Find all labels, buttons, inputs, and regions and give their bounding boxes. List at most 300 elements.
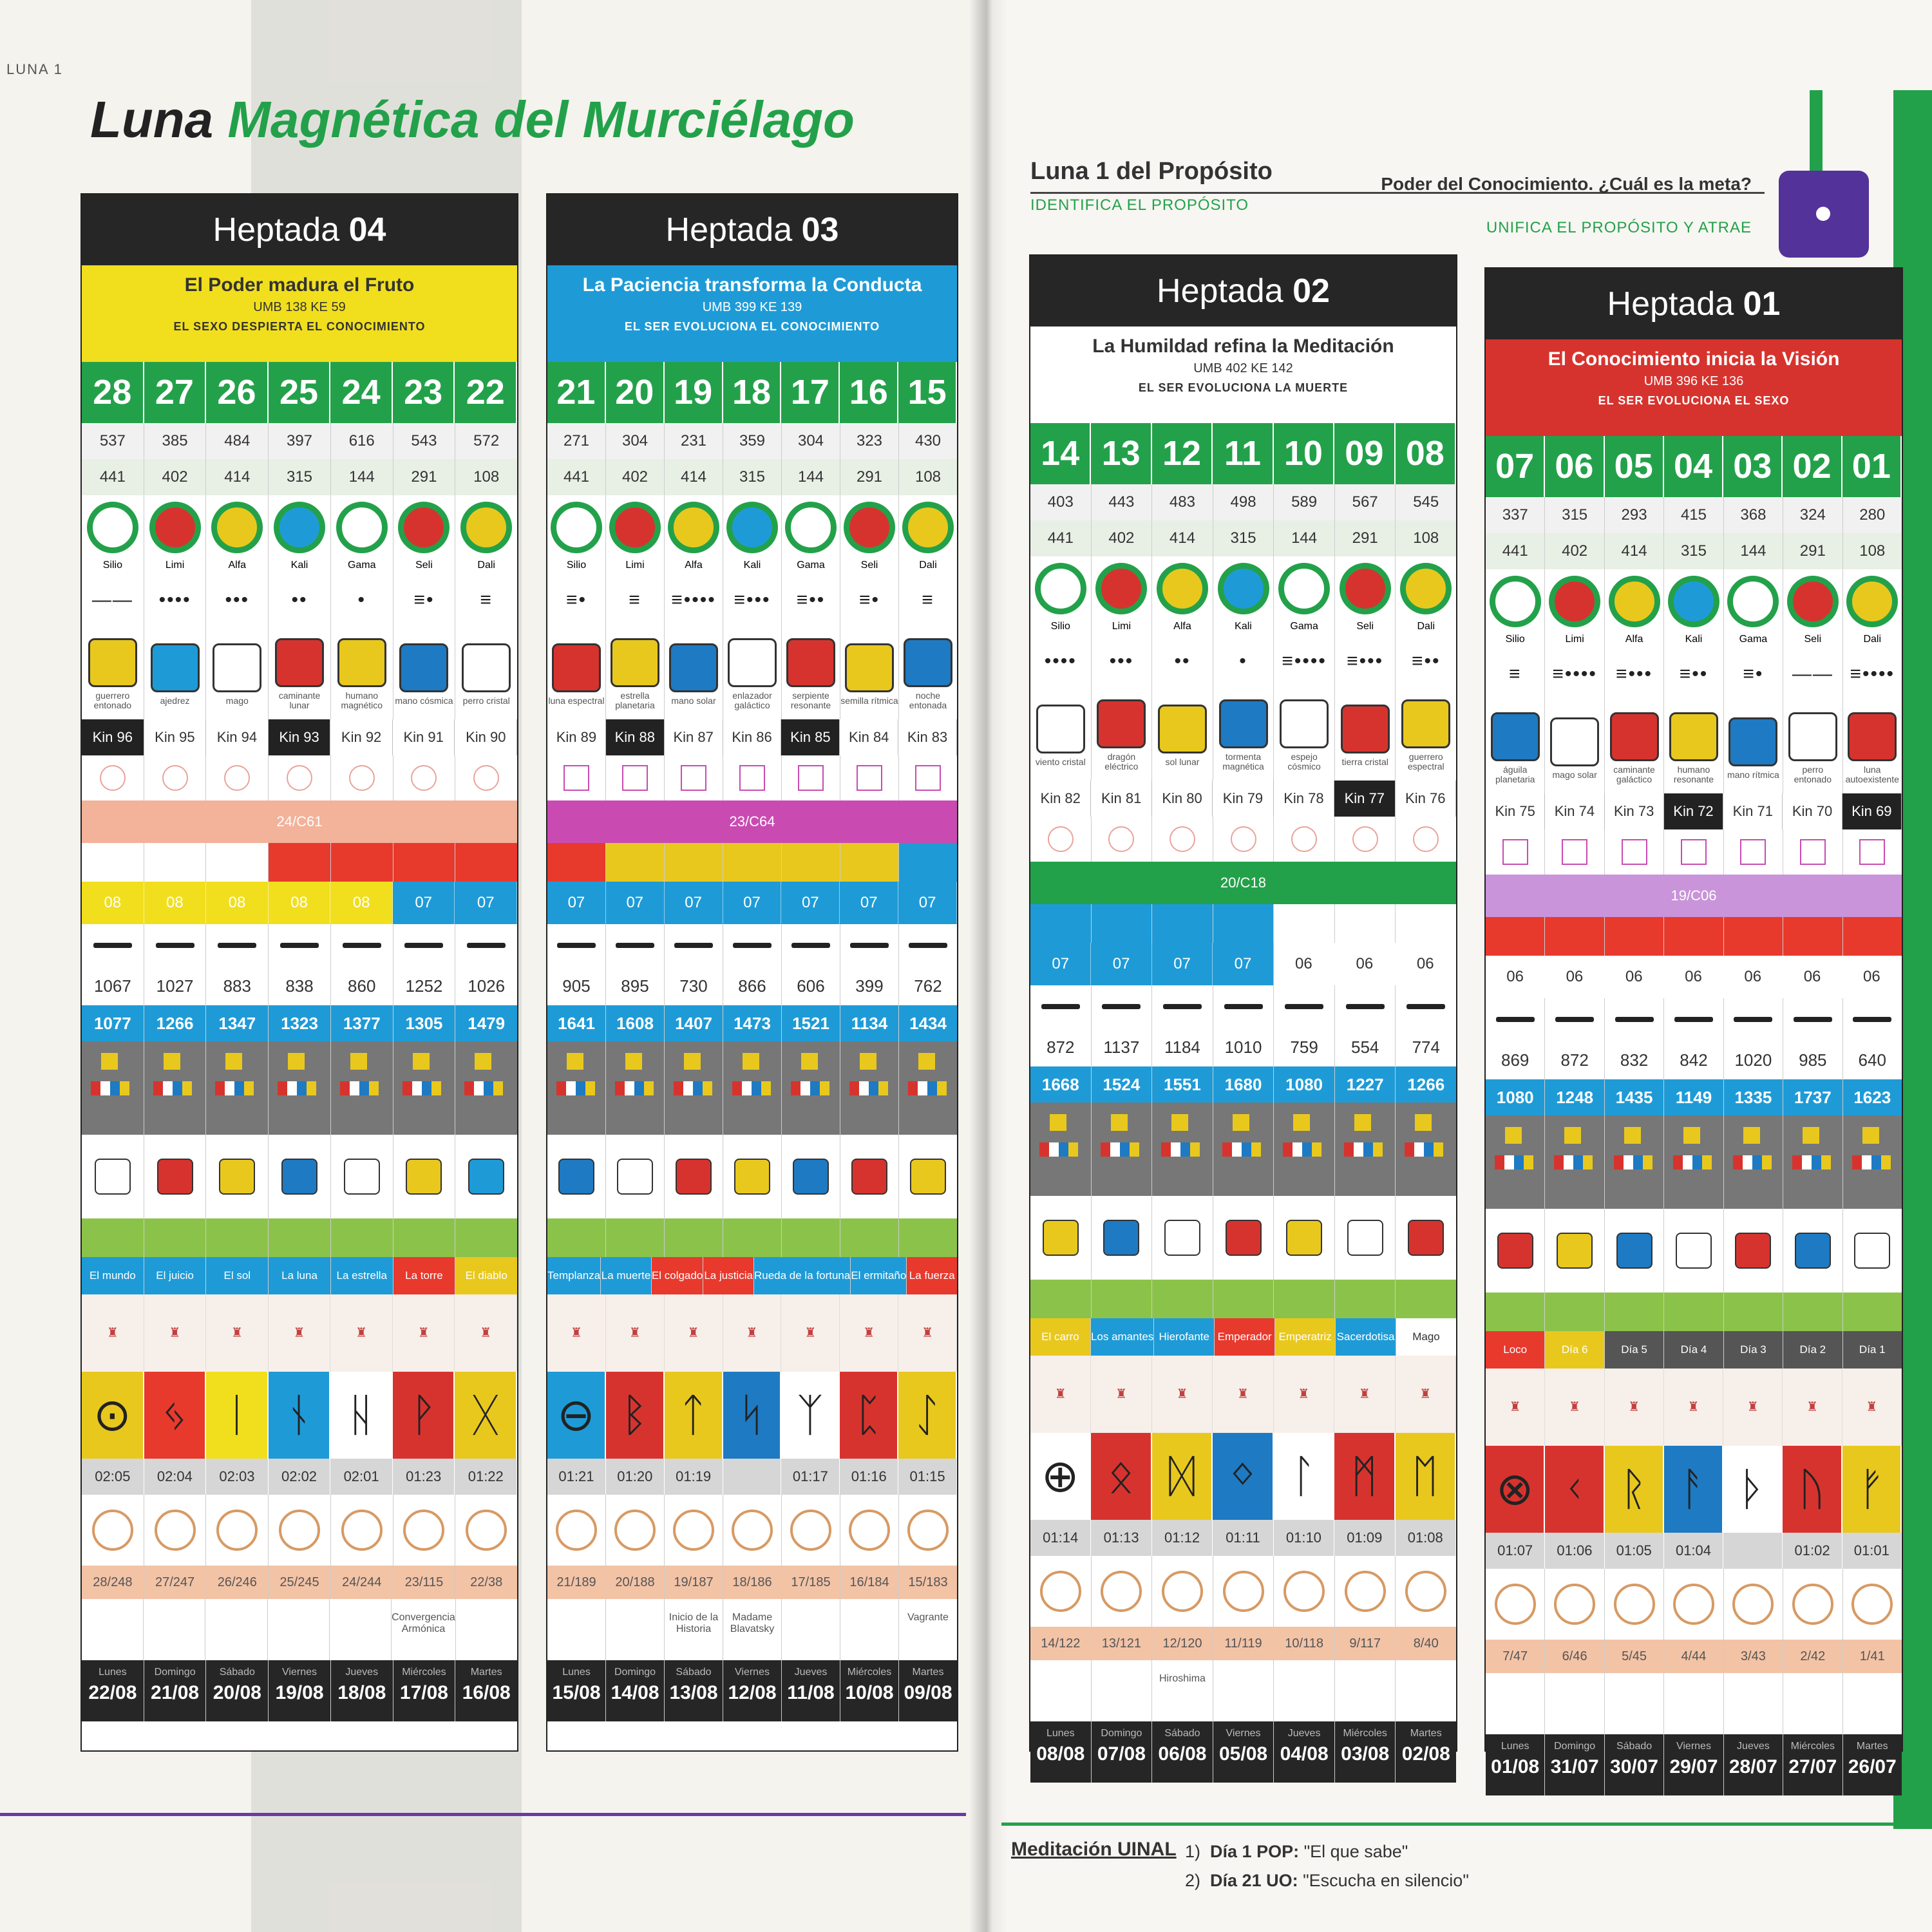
stripe-cell (206, 843, 269, 882)
wave-cell: 07 (1091, 943, 1151, 985)
date-cell (1152, 1721, 1213, 1783)
time-row (1030, 1520, 1456, 1556)
tarot-label: El ermitaño (851, 1257, 907, 1294)
geometry-cell (606, 1495, 665, 1566)
bar-cell (1030, 985, 1092, 1028)
plasma-name: Seli (1783, 634, 1842, 645)
date: 13/08 (669, 1682, 718, 1703)
kin-cell: Kin 71 (1723, 793, 1783, 829)
plasma-cell (1605, 569, 1664, 634)
mark-cell (393, 755, 456, 800)
bar-icon (791, 943, 830, 948)
seal-cell (1213, 690, 1274, 781)
weekday: Viernes (1676, 1741, 1711, 1752)
mark-cell (1213, 817, 1274, 862)
stripe-cell (331, 1218, 393, 1257)
seal-name: águila planetaria (1495, 764, 1535, 784)
stripe-cell (1843, 917, 1902, 956)
plasma-circle-icon (1340, 563, 1391, 614)
date-row (82, 1660, 517, 1721)
kin-cell: Kin 83 (898, 719, 957, 755)
tarot-label: La luna (269, 1257, 331, 1294)
value-cell: 1080 (1274, 1066, 1335, 1103)
note-cell (1092, 1660, 1153, 1721)
circle-glyph-icon (1231, 826, 1256, 852)
note-cell (606, 1599, 665, 1660)
day-number: 17 (781, 362, 840, 423)
seal-name: perro cristal (462, 695, 510, 706)
tarot-label: Hierofante (1154, 1318, 1215, 1356)
mini-seal-cell (782, 1135, 840, 1218)
castle-icon: ♜ (1545, 1368, 1604, 1446)
time-cell: 01:09 (1334, 1520, 1395, 1556)
plasma-name: Silio (1486, 634, 1545, 645)
mini-seal-icon (851, 1159, 887, 1195)
seal-cell (269, 629, 331, 719)
value-cell: 1641 (547, 1005, 606, 1041)
wave-cell: 06 (1783, 956, 1842, 998)
square-glyph-icon (1859, 839, 1885, 865)
time-row (547, 1459, 957, 1495)
date: 05/08 (1218, 1743, 1268, 1765)
mini-seal-icon (676, 1159, 712, 1195)
tarot-label: La muerte (601, 1257, 652, 1294)
mini-seal-icon (281, 1159, 317, 1195)
sacred-geometry-icon (1852, 1584, 1893, 1625)
plasma-cell (723, 495, 782, 560)
plasma-circle-icon (902, 502, 954, 553)
kin-cell: Kin 92 (330, 719, 393, 755)
time-cell: 01:02 (1783, 1533, 1842, 1569)
date: 18/08 (337, 1682, 386, 1703)
value-cell: 1668 (1030, 1066, 1092, 1103)
stripe-cell (899, 1218, 957, 1257)
moon-glyph-stem (1810, 90, 1823, 171)
date: 01/08 (1491, 1756, 1540, 1777)
tone-dots: ••• (206, 571, 269, 629)
oracle-cross-icon (1843, 1115, 1902, 1209)
geometry-cell (1213, 1556, 1274, 1627)
plasma-cell (1274, 556, 1335, 621)
tone-dots: ≡•••• (1274, 632, 1335, 690)
time-cell: 01:19 (665, 1459, 723, 1495)
square-glyph-icon (681, 765, 706, 791)
stripe-cell (82, 843, 144, 882)
oracle-cross-icon (840, 1041, 899, 1135)
value-cell: 883 (206, 967, 269, 1005)
note-cell (782, 1599, 840, 1660)
value-cell: 1680 (1213, 1066, 1274, 1103)
tone-dots: ≡• (547, 571, 606, 629)
rune-glyph: ᚢ (1783, 1446, 1842, 1533)
seal-row (547, 629, 957, 719)
mark-cell (1843, 829, 1902, 875)
plasma-name: Dali (919, 560, 937, 571)
value-cell: 1479 (455, 1005, 517, 1041)
plasma-circle-row (1486, 569, 1902, 634)
value-cell: 832 (1605, 1041, 1664, 1079)
tone-row (82, 571, 517, 629)
weekday: Sábado (1616, 1741, 1653, 1752)
ratio-row (1030, 1627, 1456, 1660)
tone-row (1486, 645, 1902, 703)
value-cell: 1524 (1092, 1066, 1153, 1103)
value-row-2 (82, 1005, 517, 1041)
sacred-geometry-icon (1614, 1584, 1655, 1625)
bar-cell (1545, 998, 1604, 1041)
time-cell: 01:06 (1545, 1533, 1604, 1569)
value-row-1 (547, 967, 957, 1005)
castle-icon: ♜ (1605, 1368, 1664, 1446)
number-cell: 304 (606, 423, 665, 459)
number-cell: 323 (840, 423, 899, 459)
seal-cell (665, 629, 723, 719)
mini-seal-icon (1408, 1220, 1444, 1256)
bar-cell (455, 924, 517, 967)
plasma-name: Alfa (665, 560, 723, 571)
mini-seal-row (1486, 1209, 1902, 1293)
ratio-cell: 21/189 (547, 1566, 606, 1599)
stripe-cell (606, 843, 665, 882)
kin-cell: Kin 82 (1030, 781, 1091, 817)
banner-note: EL SER EVOLUCIONA EL SEXO (1598, 394, 1790, 407)
castle-icon: ♜ (144, 1294, 207, 1372)
seal-cell (1486, 703, 1545, 793)
day-number: 07 (1486, 436, 1545, 497)
seal-name: guerrero espectral (1407, 752, 1444, 772)
bar-icon (1674, 1017, 1713, 1022)
banner-kin: UMB 138 KE 59 (253, 300, 346, 314)
sacred-geometry-icon (403, 1510, 444, 1551)
rune-glyph: ᛚ (1274, 1433, 1334, 1520)
date-cell (1030, 1721, 1092, 1783)
castle-icon: ♜ (898, 1294, 957, 1372)
castle-icon: ♜ (1213, 1356, 1273, 1433)
time-cell: 01:16 (840, 1459, 898, 1495)
value-cell: 730 (665, 967, 723, 1005)
number-cell: 402 (1092, 520, 1153, 556)
mini-seal-icon (219, 1159, 255, 1195)
wave-row (547, 882, 957, 924)
mini-seal-icon (1795, 1233, 1831, 1269)
oracle-cross-icon (1335, 1103, 1396, 1196)
number-cell: 315 (723, 459, 782, 495)
circle-glyph-icon (1108, 826, 1134, 852)
line-day: Día 1 POP: (1210, 1842, 1300, 1861)
rune-glyph: ᛏ (665, 1372, 723, 1459)
seal-cell (723, 629, 782, 719)
sacred-geometry-icon (155, 1510, 196, 1551)
tarot-label: Emperatriz (1275, 1318, 1336, 1356)
rune-glyph: ᚺ (330, 1372, 393, 1459)
bar-cell (840, 924, 899, 967)
rune-glyph: ⊖ (547, 1372, 606, 1459)
bar-cell (206, 924, 269, 967)
note-cell: Vagrante (899, 1599, 957, 1660)
mini-seal-cell (1783, 1209, 1842, 1293)
stripe-cell (1664, 917, 1723, 956)
solar-seal-icon (275, 638, 324, 687)
number-cell: 315 (1664, 533, 1723, 569)
geometry-cell (1335, 1556, 1396, 1627)
plasma-name-row (1030, 621, 1456, 632)
geometry-cell (455, 1495, 517, 1566)
castle-icon: ♜ (206, 1294, 269, 1372)
ratio-cell: 27/247 (144, 1566, 207, 1599)
stripe-cell (144, 843, 207, 882)
square-glyph-icon (1502, 839, 1528, 865)
bar-icon (1346, 1004, 1385, 1009)
weekday: Jueves (1287, 1728, 1321, 1739)
seal-name: mago (225, 695, 249, 706)
plasma-circle-icon (1609, 576, 1660, 627)
bar-icon (343, 943, 381, 948)
weekday: Martes (1856, 1741, 1888, 1752)
tarot-row (82, 1257, 517, 1294)
mini-seal-cell (144, 1135, 207, 1218)
footer-rule-left (0, 1813, 966, 1816)
number-row-2 (1486, 533, 1902, 569)
number-cell: 498 (1213, 484, 1274, 520)
value-cell: 1020 (1724, 1041, 1783, 1079)
plasma-cell (1152, 556, 1213, 621)
seal-name: tierra cristal (1341, 756, 1388, 767)
sacred-geometry-icon (1223, 1571, 1264, 1612)
date: 08/08 (1036, 1743, 1085, 1765)
rune-glyph: ᚲ (1545, 1446, 1604, 1533)
plasma-cell (455, 495, 517, 560)
kin-cell: Kin 78 (1274, 781, 1334, 817)
date-cell (1724, 1734, 1783, 1795)
running-head: LUNA 1 (6, 61, 63, 77)
rune-glyph: ᚠ (1842, 1446, 1902, 1533)
ratio-cell: 11/119 (1213, 1627, 1274, 1660)
sacred-geometry-icon (1673, 1584, 1714, 1625)
solar-seal-icon (1341, 705, 1390, 753)
value-cell: 1027 (144, 967, 207, 1005)
weekday: Viernes (282, 1667, 317, 1678)
mini-seal-cell (1335, 1196, 1396, 1280)
oracle-cross-icon (269, 1041, 331, 1135)
rune-glyph: ⊕ (1030, 1433, 1091, 1520)
kin-cell: Kin 93 (269, 719, 331, 755)
tone-dots: ≡•••• (1843, 645, 1902, 703)
stripe-cell (1843, 1293, 1902, 1331)
time-cell: 01:21 (547, 1459, 606, 1495)
castle-icon: ♜ (1664, 1368, 1723, 1446)
notes-row (1486, 1673, 1902, 1734)
heptad-header (1030, 256, 1456, 327)
mini-seal-icon (1347, 1220, 1383, 1256)
stripe-cell (82, 1218, 144, 1257)
mark-cell (269, 755, 331, 800)
number-cell: 304 (782, 423, 840, 459)
banner-kin: UMB 402 KE 142 (1193, 361, 1293, 375)
number-cell: 441 (1486, 533, 1545, 569)
castle-icon: ♜ (1783, 1368, 1842, 1446)
seal-cell (1152, 690, 1213, 781)
plasma-circle-icon (1549, 576, 1600, 627)
date: 06/08 (1158, 1743, 1207, 1765)
oracle-cross-icon (1605, 1115, 1664, 1209)
date-cell (1396, 1721, 1456, 1783)
seal-cell (1545, 703, 1604, 793)
number-cell: 315 (1545, 497, 1604, 533)
weekday: Miércoles (847, 1667, 892, 1678)
bar-icon (850, 943, 889, 948)
stripe-cell (1213, 1280, 1274, 1318)
heptad-table (1029, 254, 1457, 1765)
castle-icon: ♜ (1396, 1356, 1456, 1433)
solar-seal-icon (88, 638, 137, 687)
plasma-name: Alfa (206, 560, 269, 571)
seal-name: noche entonada (909, 690, 947, 710)
solar-seal-icon (151, 643, 200, 692)
time-cell: 02:01 (330, 1459, 393, 1495)
plasma-name: Dali (1863, 634, 1882, 645)
date-row (1486, 1734, 1902, 1795)
ratio-cell: 10/118 (1274, 1627, 1335, 1660)
mark-cell (144, 755, 207, 800)
tone-dots: • (331, 571, 393, 629)
circle-glyph-icon (473, 765, 499, 791)
weekday: Martes (470, 1667, 502, 1678)
stripe-cell (1152, 1280, 1213, 1318)
number-cell: 430 (899, 423, 957, 459)
value-row-2 (1486, 1079, 1902, 1115)
value-cell: 1077 (82, 1005, 144, 1041)
oracle-cross-icon (1274, 1103, 1335, 1196)
number-cell: 291 (1335, 520, 1396, 556)
date: 28/07 (1728, 1756, 1777, 1777)
circle-glyph-icon (1352, 826, 1378, 852)
number-cell: 108 (899, 459, 957, 495)
value-row-1 (1486, 1041, 1902, 1079)
weekday: Sábado (219, 1667, 255, 1678)
solar-seal-icon (1728, 717, 1777, 766)
bar-icon (1102, 1004, 1141, 1009)
seal-name: perro entonado (1794, 764, 1832, 784)
tarot-label: Día 2 (1783, 1331, 1842, 1368)
wave-cell: 08 (269, 882, 331, 924)
number-cell: 144 (1274, 520, 1335, 556)
geometry-cell (1545, 1569, 1604, 1640)
time-cell: 02:05 (82, 1459, 144, 1495)
plasma-cell (899, 495, 957, 560)
plasma-circle-icon (844, 502, 895, 553)
kin-cell: Kin 91 (393, 719, 455, 755)
chromatic-band (1030, 862, 1456, 904)
plasma-name: Kali (723, 560, 782, 571)
castle-icon: ♜ (1274, 1356, 1334, 1433)
stripe-cell (723, 843, 782, 882)
solar-seal-icon (1669, 712, 1718, 761)
kin-row (547, 719, 957, 755)
plasma-circle-icon (1787, 576, 1839, 627)
sacred-geometry-icon (216, 1510, 258, 1551)
seal-name: estrella planetaria (615, 690, 655, 710)
day-number: 01 (1842, 436, 1902, 497)
bar-icon (616, 943, 654, 948)
mark-cell (606, 755, 665, 800)
bar-cell (1335, 985, 1396, 1028)
oracle-cross-icon (547, 1041, 606, 1135)
value-cell: 1323 (269, 1005, 331, 1041)
banner-title: La Paciencia transforma la Conducta (582, 274, 922, 296)
castle-row (547, 1294, 957, 1372)
seal-cell (82, 629, 144, 719)
geometry-cell (1783, 1569, 1842, 1640)
band-label: 23/C64 (729, 813, 775, 829)
mini-seal-cell (840, 1135, 899, 1218)
plasma-circle-row (1030, 556, 1456, 621)
wave-cell: 06 (1605, 956, 1664, 998)
stripe-cell (547, 843, 606, 882)
sacred-geometry-icon (1495, 1584, 1536, 1625)
mark-cell (1274, 817, 1335, 862)
ratio-cell: 8/40 (1396, 1627, 1456, 1660)
value-cell: 1435 (1605, 1079, 1664, 1115)
stripe-cell (393, 1218, 456, 1257)
plasma-cell (606, 495, 665, 560)
seal-cell (1605, 703, 1664, 793)
number-cell: 397 (269, 423, 331, 459)
time-row (1486, 1533, 1902, 1569)
solar-seal-icon (213, 643, 261, 692)
mini-seal-icon (344, 1159, 380, 1195)
number-cell: 359 (723, 423, 782, 459)
time-cell: 01:15 (898, 1459, 957, 1495)
ratio-cell: 1/41 (1843, 1640, 1902, 1673)
stripe-cell (1783, 917, 1842, 956)
mini-seal-icon (1497, 1233, 1533, 1269)
tone-dots: ≡••• (723, 571, 782, 629)
bar-icon (1285, 1004, 1323, 1009)
stripe-cell (331, 843, 393, 882)
geometry-cell (1092, 1556, 1153, 1627)
wave-row (1030, 943, 1456, 985)
line-number: 1) (1185, 1842, 1201, 1861)
bar-cell (144, 924, 207, 967)
day-number: 23 (393, 362, 455, 423)
number-row-1 (547, 423, 957, 459)
seal-cell (899, 629, 957, 719)
stripe-cell (782, 843, 840, 882)
ratio-cell: 5/45 (1605, 1640, 1664, 1673)
circle-glyph-icon (1413, 826, 1439, 852)
wave-cell: 06 (1545, 956, 1604, 998)
number-row-2 (1030, 520, 1456, 556)
wave-cell: 06 (1396, 943, 1456, 985)
note-cell: Inicio de la Historia (665, 1599, 723, 1660)
mini-seal-icon (1616, 1233, 1653, 1269)
date-cell (782, 1660, 840, 1721)
seal-cell (1092, 690, 1153, 781)
stripe-cell (606, 1218, 665, 1257)
castle-icon: ♜ (1334, 1356, 1395, 1433)
mark-cell (1724, 829, 1783, 875)
seal-cell (1843, 703, 1902, 793)
plasma-circle-row (547, 495, 957, 560)
geometry-cell (1486, 1569, 1545, 1640)
time-cell: 01:22 (455, 1459, 517, 1495)
mark-cell (1486, 829, 1545, 875)
ratio-cell: 12/120 (1152, 1627, 1213, 1660)
mini-seal-icon (793, 1159, 829, 1195)
number-cell: 108 (455, 459, 517, 495)
value-row-2 (1030, 1066, 1456, 1103)
seal-cell (455, 629, 517, 719)
